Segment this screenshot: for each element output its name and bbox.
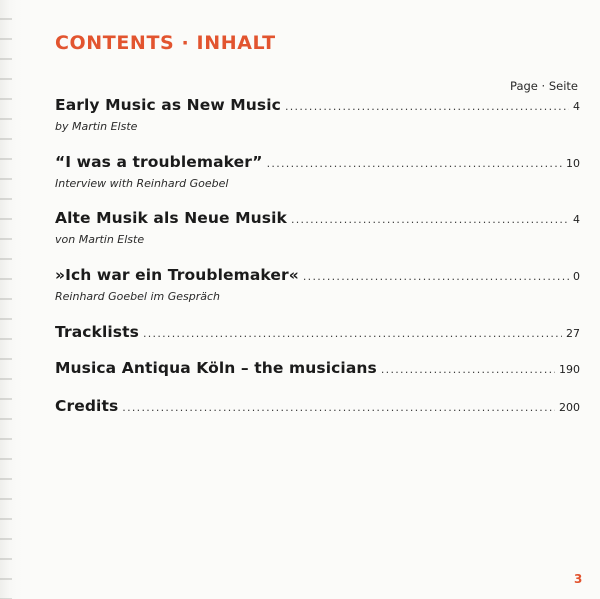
toc-entry-title: Alte Musik als Neue Musik: [55, 209, 287, 227]
toc-entry[interactable]: [55, 209, 580, 246]
toc-entry-line: [55, 209, 580, 227]
toc-entry-line: [55, 397, 580, 415]
toc-entry-line: [55, 96, 580, 114]
toc-entry[interactable]: [55, 359, 580, 377]
page-title: CONTENTS · INHALT: [55, 32, 276, 54]
toc-entry[interactable]: [55, 96, 580, 133]
toc-page-number: 200: [559, 401, 580, 414]
toc-page-number: 10: [566, 157, 580, 170]
toc-page-number: 0: [573, 270, 580, 283]
toc-entry-title: Tracklists: [55, 323, 139, 341]
toc-entry-title: Musica Antiqua Köln – the musicians: [55, 359, 377, 377]
toc-page-number: 4: [573, 100, 580, 113]
dot-leader: [122, 401, 555, 414]
toc-page-number: 190: [559, 363, 580, 376]
toc-entry[interactable]: [55, 266, 580, 303]
dot-leader: [143, 327, 562, 340]
toc-entry-title: Credits: [55, 397, 119, 415]
toc-entry-line: [55, 359, 580, 377]
toc-entry-subtitle: Interview with Reinhard Goebel: [55, 177, 229, 190]
toc-entry-title: »Ich war ein Troublemaker«: [55, 266, 299, 284]
toc-entry[interactable]: [55, 323, 580, 341]
page-column-label: Page · Seite: [510, 79, 578, 93]
toc-entry-line: [55, 266, 580, 284]
toc-entry-line: [55, 323, 580, 341]
toc-page-number: 4: [573, 213, 580, 226]
dot-leader: [303, 270, 569, 283]
dot-leader: [267, 157, 562, 170]
dot-leader: [381, 363, 555, 376]
toc-entry-title: “I was a troublemaker”: [55, 153, 263, 171]
dot-leader: [291, 213, 569, 226]
toc-entry-subtitle: by Martin Elste: [55, 120, 138, 133]
dot-leader: [285, 100, 569, 113]
toc-page-number: 27: [566, 327, 580, 340]
toc-entry-subtitle: Reinhard Goebel im Gespräch: [55, 290, 221, 303]
toc-entry[interactable]: [55, 153, 580, 190]
page-folio-number: 3: [574, 572, 583, 586]
binding-edge: [0, 0, 12, 599]
toc-entry[interactable]: [55, 397, 580, 415]
toc-entry-line: [55, 153, 580, 171]
toc-entry-title: Early Music as New Music: [55, 96, 281, 114]
toc-entry-subtitle: von Martin Elste: [55, 233, 145, 246]
